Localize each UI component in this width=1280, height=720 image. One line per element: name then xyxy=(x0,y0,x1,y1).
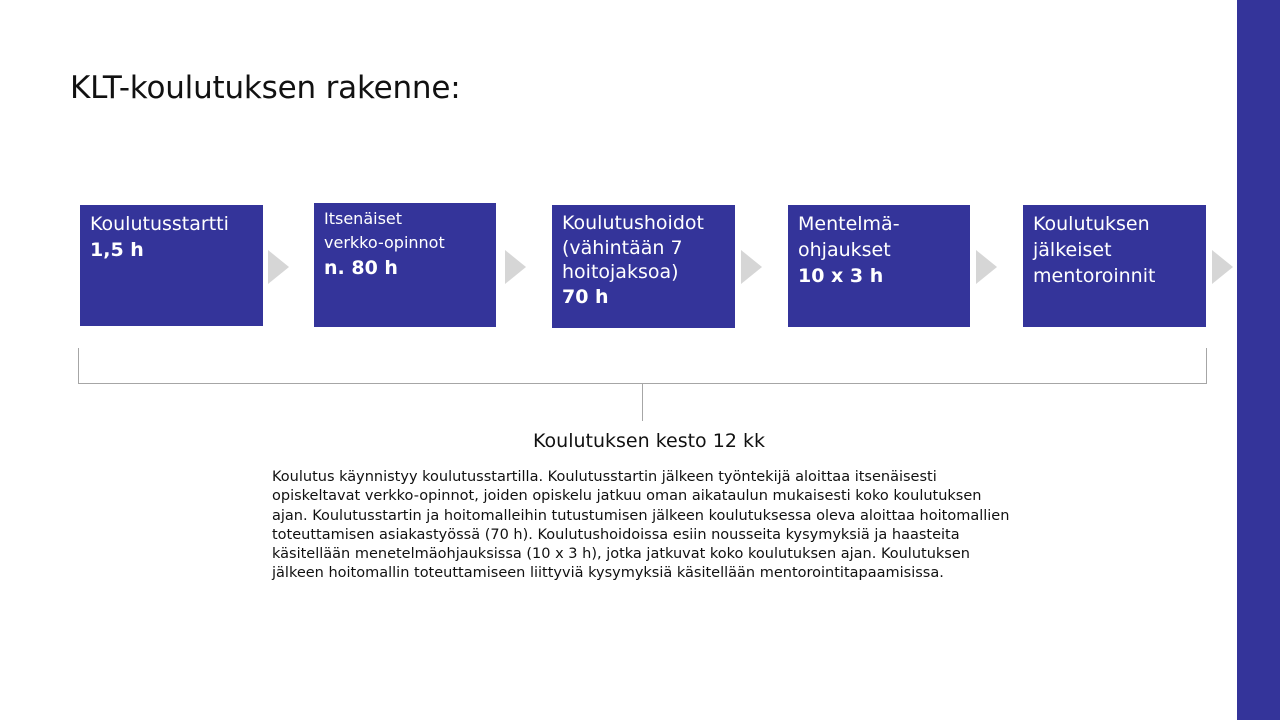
step-value: 70 h xyxy=(562,285,609,308)
step-verkko-opinnot xyxy=(314,203,496,327)
arrow-right-icon xyxy=(976,250,997,284)
step-label-line: Mentelmä- xyxy=(798,213,900,235)
step-label: Koulutusstartti xyxy=(90,213,229,235)
side-accent-bar xyxy=(1237,0,1280,720)
step-menetelmaohjaukset xyxy=(788,205,970,327)
step-label-line: verkko-opinnot xyxy=(324,233,445,252)
bracket-right xyxy=(1206,348,1207,384)
arrow-right-icon xyxy=(741,250,762,284)
step-label-line: Koulutushoidot xyxy=(562,212,704,234)
step-value: 1,5 h xyxy=(90,239,144,261)
step-label-line: hoitojaksoa) xyxy=(562,261,679,283)
step-label-line: mentoroinnit xyxy=(1033,265,1156,287)
step-koulutusstartti xyxy=(80,205,263,326)
arrow-right-icon xyxy=(1212,250,1233,284)
page-title: KLT-koulutuksen rakenne: xyxy=(70,70,461,106)
step-label-line: (vähintään 7 xyxy=(562,236,683,259)
step-mentoroinnit xyxy=(1023,205,1206,327)
step-label-line: ohjaukset xyxy=(798,239,891,261)
arrow-right-icon xyxy=(505,250,526,284)
step-value: n. 80 h xyxy=(324,257,398,279)
step-value: 10 x 3 h xyxy=(798,265,884,287)
step-label-line: Itsenäiset xyxy=(324,209,403,228)
description-paragraph: Koulutus käynnistyy koulutusstartilla. Koulutusstartin jälkeen työntekijä aloittaa itsenäisesti opiskeltavat verkko-opinnot, joiden opiskelu jatkuu oman aikataulun mukaisesti koko koulutuksen ajan. Koulutusstartin ja hoitomalleihin tutustumisen jälkeen koulutuksessa oleva aloittaa hoitomallien toteuttamisen asiakastyössä (70 h). Koulutushoidoissa esiin nousseita kysymyksiä ja haasteita käsitellään menetelmäohjauksissa (10 x 3 h), jotka jatkuvat koko koulutuksen ajan. Koulutuksen jälkeen hoitomallin toteuttamiseen liittyviä kysymyksiä käsitellään mentorointitapaamisissa. xyxy=(272,469,1010,582)
bracket-center-stem xyxy=(642,384,643,421)
duration-label: Koulutuksen kesto 12 kk xyxy=(533,430,765,452)
bracket-left xyxy=(78,348,79,384)
step-label-line: jälkeiset xyxy=(1033,239,1112,261)
step-koulutushoidot xyxy=(552,205,735,328)
step-label-line: Koulutuksen xyxy=(1033,213,1150,235)
arrow-right-icon xyxy=(268,250,289,284)
